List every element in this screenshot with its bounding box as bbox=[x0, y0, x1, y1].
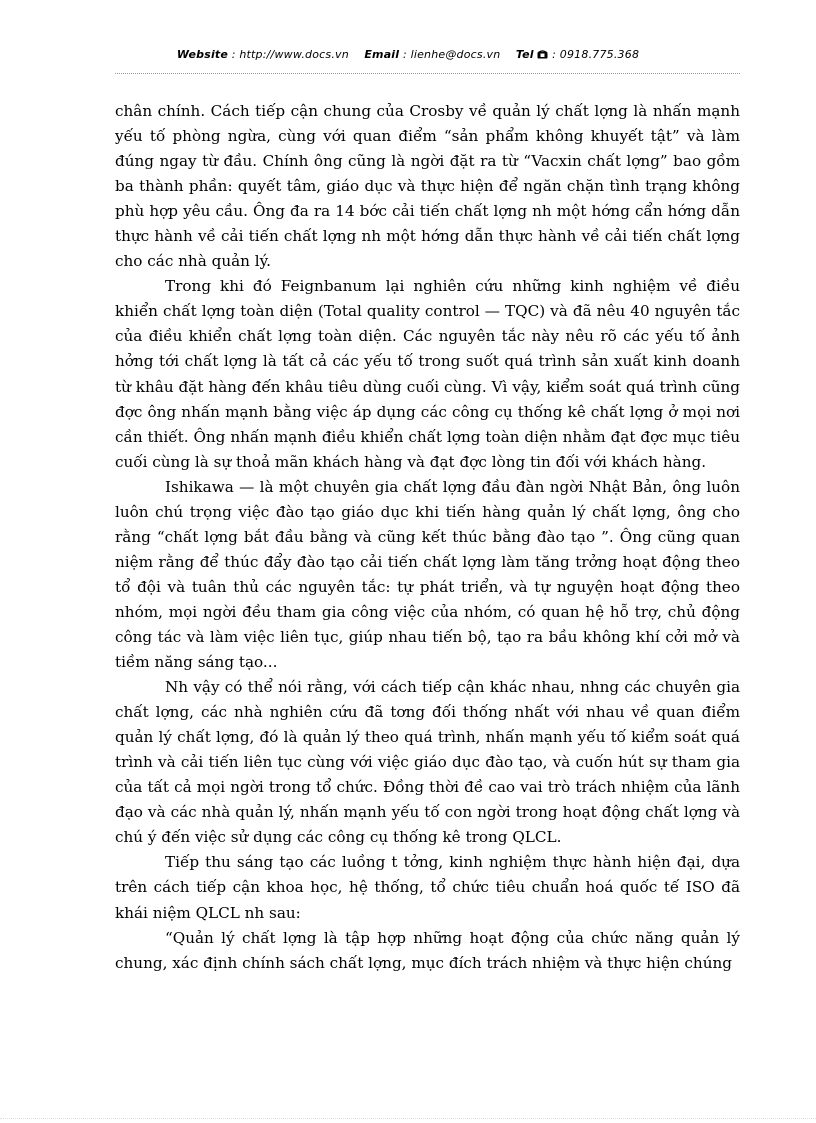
email-link[interactable]: : lienhe@docs.vn bbox=[402, 48, 501, 61]
website-link[interactable]: : http://www.docs.vn bbox=[231, 48, 349, 61]
tel-value: : 0918.775.368 bbox=[552, 48, 640, 61]
email-label: Email bbox=[364, 48, 400, 61]
footer-divider bbox=[0, 1118, 816, 1119]
tel-label: Tel bbox=[515, 48, 534, 61]
paragraph-3: Ishikawa — là một chuyên gia chất lợng đầu đàn ngời Nhật Bản, ông luôn luôn chú trọng việc đào tạo giáo dục khi tiến hàng quản lý chất lợng, ông cho rằng “chất lợng bắt đầu bằng và cũng kết thúc bằng đào tạo ”. Ông cũng quan niệm rằng để thúc đẩy đào tạo cải tiến chất lợng làm tăng trởng hoạt động theo tổ đội và tuân thủ các nguyên tắc: tự phát triển, và tự nguyện hoạt động theo nhóm, mọi ngời đều tham gia công việc của nhóm, có quan hệ hỗ trợ, chủ động công tác và làm việc liên tục, giúp nhau tiến bộ, tạo ra bầu không khí cởi mở và tiềm năng sáng tạo... bbox=[115, 477, 740, 672]
phone-icon bbox=[537, 49, 548, 62]
document-body bbox=[115, 99, 740, 976]
header-divider bbox=[115, 73, 740, 74]
paragraph-6: “Quản lý chất lợng là tập hợp những hoạt động của chức năng quản lý chung, xác định chính sách chất lợng, mục đích trách nhiệm và thực hiện chúng bbox=[115, 928, 740, 972]
paragraph-4: Nh vậy có thể nói rằng, với cách tiếp cận khác nhau, nhng các chuyên gia chất lợng, các nhà nghiên cứu đã tơng đối thống nhất với nhau về quan điểm quản lý chất lợng, đó là quản lý theo quá trình, nhấn mạnh yếu tố kiểm soát quá trình và cải tiến liên tục cùng với việc giáo dục đào tạo, và cuốn hút sự tham gia của tất cả mọi ngời trong tổ chức. Đồng thời đề cao vai trò trách nhiệm của lãnh đạo và các nhà quản lý, nhấn mạnh yếu tố con ngời trong hoạt động chất lợng và chú ý đến việc sử dụng các công cụ thống kê trong QLCL. bbox=[115, 678, 740, 847]
page-header bbox=[0, 48, 816, 62]
website-label: Website bbox=[176, 48, 229, 61]
paragraph-5: Tiếp thu sáng tạo các luồng t tởng, kinh nghiệm thực hành hiện đại, dựa trên cách tiếp cận khoa học, hệ thống, tổ chức tiêu chuẩn hoá quốc tế ISO đã khái niệm QLCL nh sau: bbox=[115, 853, 740, 922]
paragraph-1: chân chính. Cách tiếp cận chung của Crosby về quản lý chất lợng là nhấn mạnh yếu tố phòng ngừa, cùng với quan điểm “sản phẩm không khuyết tật” và làm đúng ngay từ đầu. Chính ông cũng là ngời đặt ra từ “Vacxin chất lợng” bao gồm ba thành phần: quyết tâm, giáo dục và thực hiện để ngăn chặn tình trạng không phù hợp yêu cầu. Ông đa ra 14 bớc cải tiến chất lợng nh một hớng cẩn hớng dẫn thực hành về cải tiến chất lợng nh một hớng dẫn thực hành về cải tiến chất lợng cho các nhà quản lý. bbox=[115, 102, 740, 271]
paragraph-2: Trong khi đó Feignbanum lại nghiên cứu những kinh nghiệm về điều khiển chất lợng toàn diện (Total quality control — TQC) và đã nêu 40 nguyên tắc của điều khiển chất lợng toàn diện. Các nguyên tắc này nêu rõ các yếu tố ảnh hởng tới chất lợng là tất cả các yếu tố trong suốt quá trình sản xuất kinh doanh từ khâu đặt hàng đến khâu tiêu dùng cuối cùng. Vì vậy, kiểm soát quá trình cũng đợc ông nhấn mạnh bằng việc áp dụng các công cụ thống kê chất lợng ở mọi nơi cần thiết. Ông nhấn mạnh điều khiển chất lợng toàn diện nhằm đạt đợc mục tiêu cuối cùng là sự thoả mãn khách hàng và đạt đợc lòng tin đối với khách hàng. bbox=[115, 277, 740, 471]
